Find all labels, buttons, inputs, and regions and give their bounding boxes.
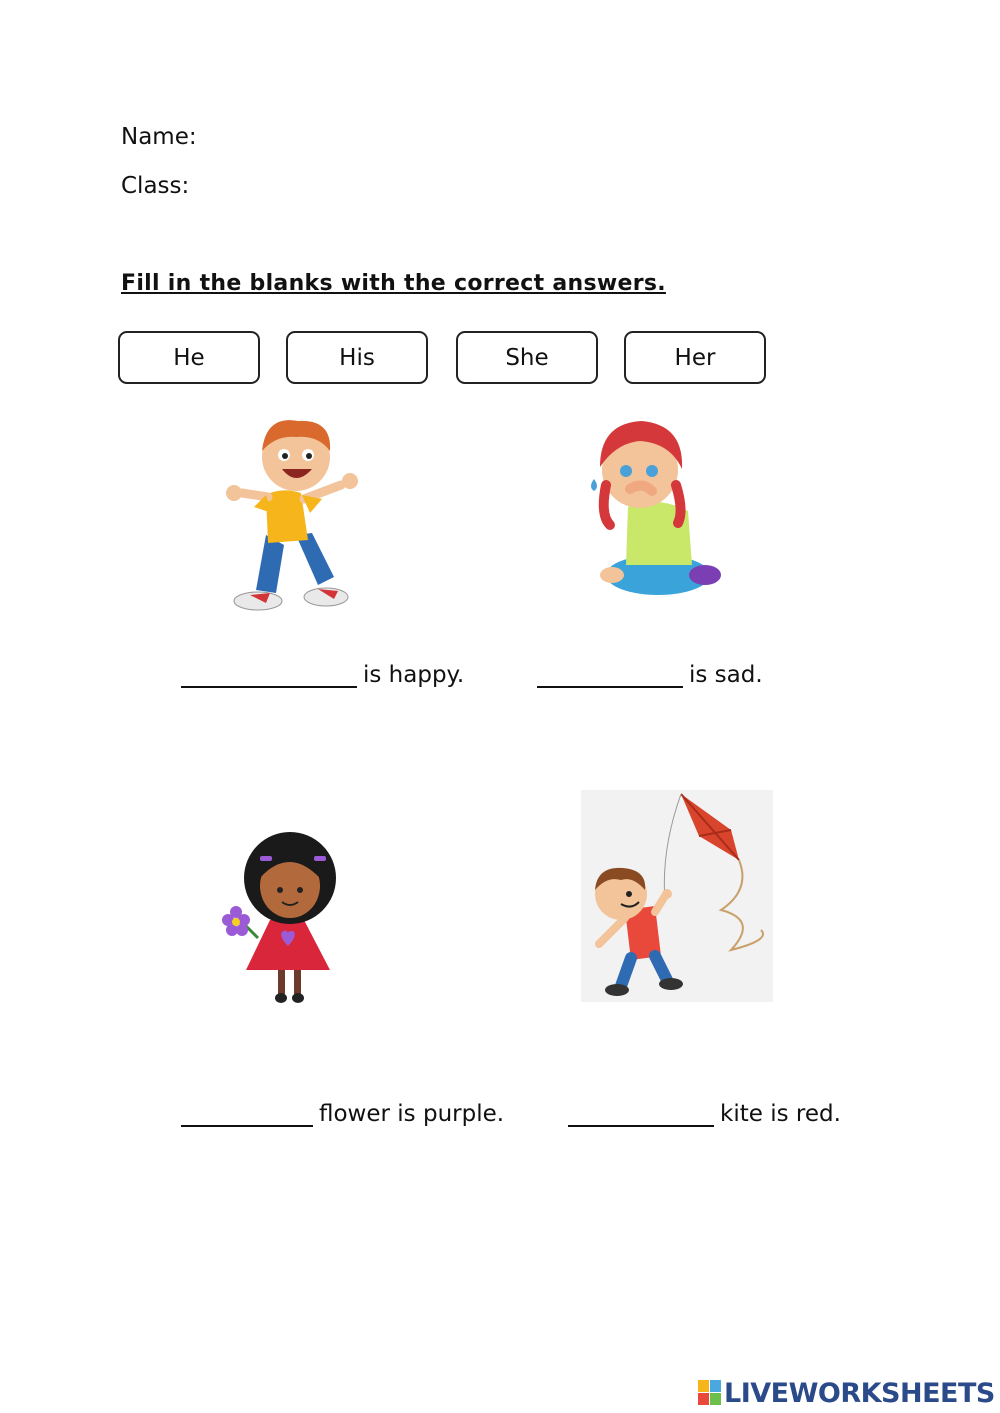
boy-with-kite-icon xyxy=(581,790,773,1002)
class-label: Class: xyxy=(121,173,190,199)
happy-boy-icon xyxy=(226,415,366,615)
logo-squares-icon xyxy=(698,1380,722,1406)
question-3 xyxy=(181,1101,504,1127)
crying-girl-icon xyxy=(580,415,730,600)
instructions: Fill in the blanks with the correct answers. xyxy=(121,271,666,296)
answer-blank-3[interactable] xyxy=(181,1103,313,1127)
word-bank-she[interactable]: She xyxy=(456,331,598,384)
question-3-text: flower is purple. xyxy=(319,1101,505,1127)
word-bank-he[interactable]: He xyxy=(118,331,260,384)
girl-with-flower-icon xyxy=(218,828,358,1013)
word-bank-his[interactable]: His xyxy=(286,331,428,384)
question-1 xyxy=(181,662,464,688)
question-4-text: kite is red. xyxy=(720,1101,841,1127)
answer-blank-2[interactable] xyxy=(537,664,683,688)
logo-text: LIVEWORKSHEETS xyxy=(724,1377,995,1409)
name-label: Name: xyxy=(121,124,197,150)
question-1-text: is happy. xyxy=(363,662,465,688)
question-2 xyxy=(537,662,763,688)
question-4 xyxy=(568,1101,841,1127)
answer-blank-4[interactable] xyxy=(568,1103,714,1127)
word-bank-her[interactable]: Her xyxy=(624,331,766,384)
question-2-text: is sad. xyxy=(689,662,763,688)
liveworksheets-logo xyxy=(698,1378,995,1408)
answer-blank-1[interactable] xyxy=(181,664,357,688)
